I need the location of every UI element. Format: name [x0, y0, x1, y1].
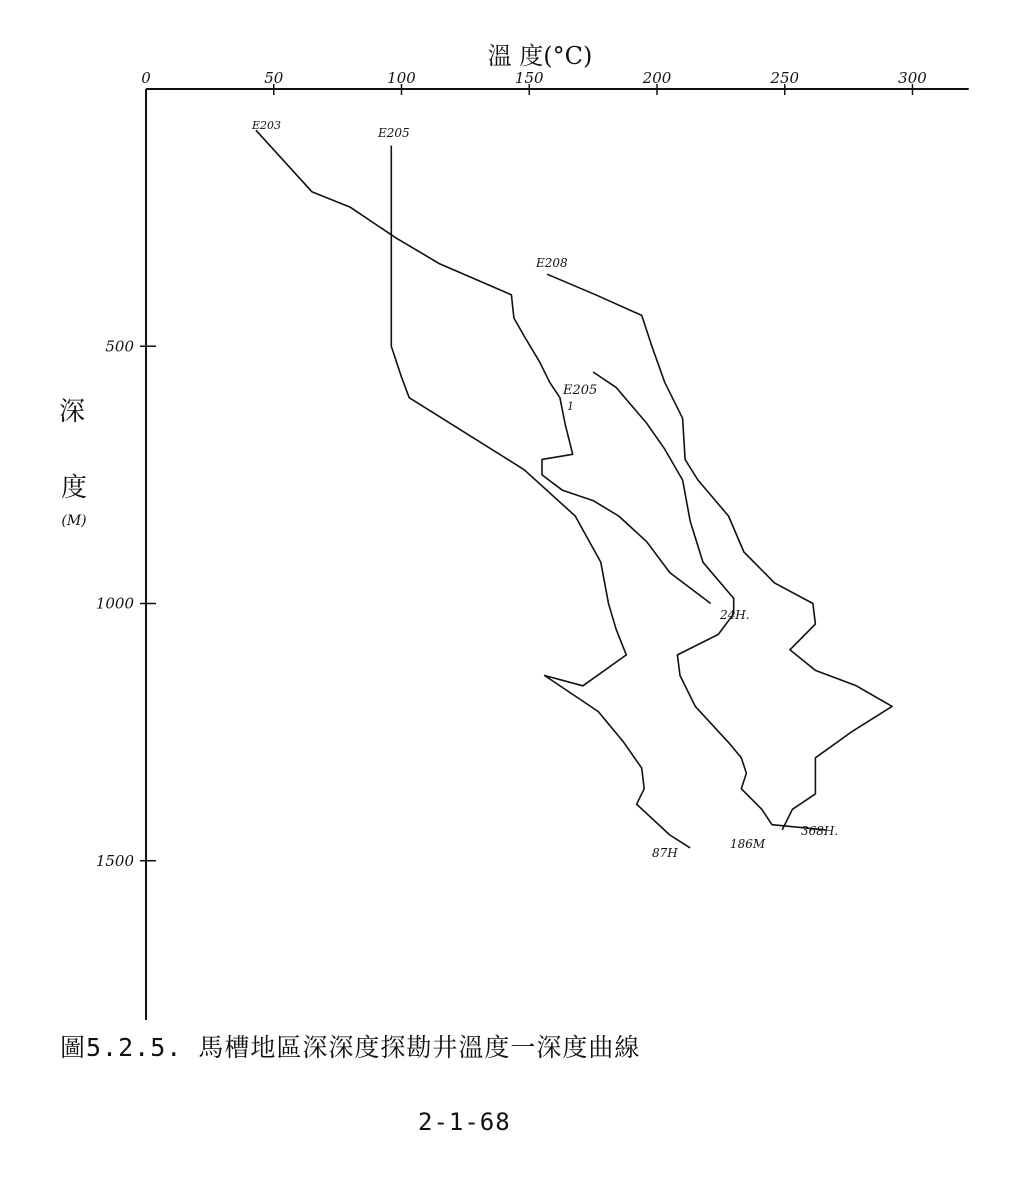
- end-label-24h: 24H.: [720, 608, 750, 622]
- page-number: 2-1-68: [418, 1108, 511, 1136]
- x-tick-label: 150: [514, 69, 544, 87]
- y-axis-title-char: 深: [58, 397, 86, 427]
- series-line: [547, 274, 892, 830]
- series-line: [391, 146, 690, 848]
- x-axis-title: 溫 度(°C): [487, 42, 593, 70]
- y-tick-label: 1000: [95, 594, 134, 613]
- series-label-e205-1: E205: [563, 383, 598, 398]
- x-tick-label: 100: [387, 69, 416, 87]
- x-tick-label: 300: [898, 69, 927, 87]
- end-label-368h: 368H.: [801, 824, 839, 838]
- series-line: [256, 130, 711, 603]
- x-tick-label: 0: [141, 69, 151, 87]
- series-label-e205: E205: [378, 126, 410, 140]
- x-tick-label: 50: [264, 69, 284, 87]
- y-tick-label: 500: [105, 337, 134, 356]
- end-label-87h: 87H: [652, 846, 678, 860]
- y-axis-title-char: 度: [60, 473, 88, 503]
- end-label-186m: 186M: [730, 837, 766, 851]
- y-axis-unit: (M): [61, 513, 87, 529]
- series-label-e208: E208: [536, 256, 568, 270]
- y-tick-label: 1500: [95, 851, 134, 870]
- x-tick-label: 200: [642, 69, 672, 87]
- series-label-e203: E203: [252, 119, 282, 132]
- x-tick-label: 250: [770, 69, 800, 87]
- figure-caption: 圖5.2.5. 馬槽地區深深度探勘井溫度一深度曲線: [60, 1033, 641, 1062]
- series-line: [593, 372, 826, 830]
- series-label-e205-1-sub: 1: [567, 400, 574, 413]
